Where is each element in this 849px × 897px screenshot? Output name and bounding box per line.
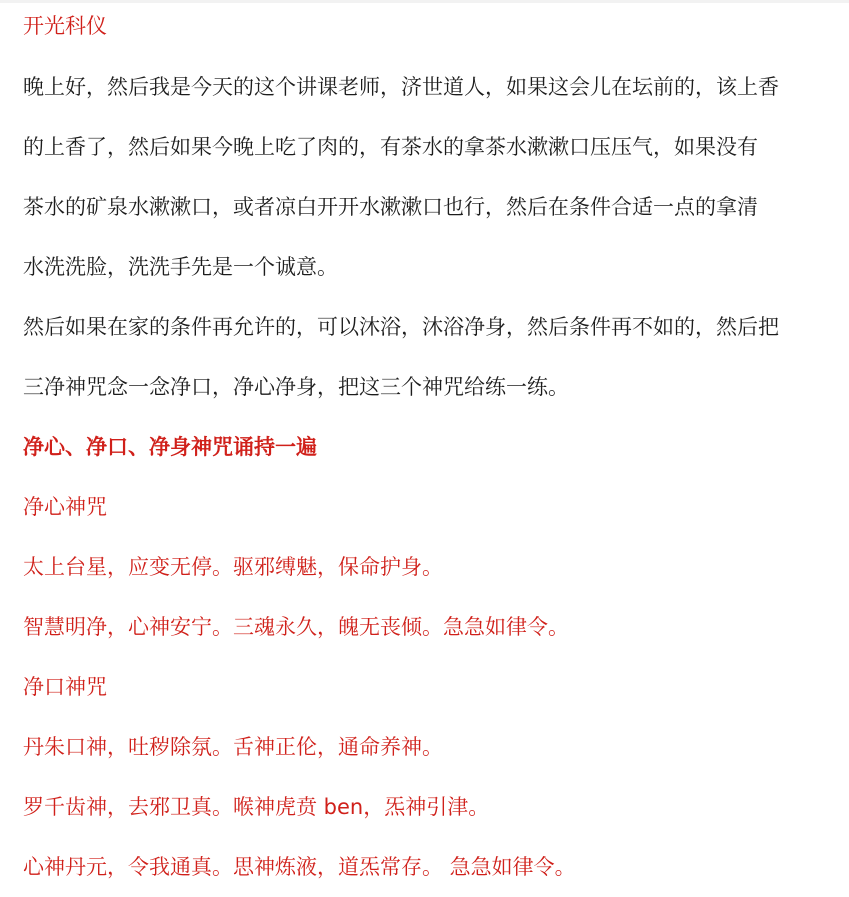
intro-line: 水洗洗脸，洗洗手先是一个诚意。 <box>23 255 338 279</box>
section-heading: 净心、净口、净身神咒诵持一遍 <box>23 435 317 459</box>
intro-line: 茶水的矿泉水漱漱口，或者凉白开开水漱漱口也行，然后在条件合适一点的拿清 <box>23 195 758 219</box>
intro-line: 然后如果在家的条件再允许的，可以沐浴，沐浴净身，然后条件再不如的，然后把 <box>23 315 779 339</box>
jingkou-line: 丹朱口神，吐秽除氛。舌神正伦，通命养神。 <box>23 735 443 759</box>
intro-line: 晚上好，然后我是今天的这个讲课老师，济世道人，如果这会儿在坛前的，该上香 <box>23 75 779 99</box>
jingxin-line: 太上台星，应变无停。驱邪缚魅，保命护身。 <box>23 555 443 579</box>
intro-line: 的上香了，然后如果今晚上吃了肉的，有茶水的拿茶水漱漱口压压气，如果没有 <box>23 135 758 159</box>
top-divider <box>0 0 849 3</box>
jingxin-line: 智慧明净，心神安宁。三魂永久，魄无丧倾。急急如律令。 <box>23 615 569 639</box>
jingxin-heading: 净心神咒 <box>23 495 107 519</box>
jingkou-heading: 净口神咒 <box>23 675 107 699</box>
jingkou-line: 心神丹元，令我通真。思神炼液，道炁常存。 急急如律令。 <box>23 855 576 879</box>
jingkou-line: 罗千齿神，去邪卫真。喉神虎贲 ben，炁神引津。 <box>23 795 490 819</box>
page-title: 开光科仪 <box>23 14 107 38</box>
intro-line: 三净神咒念一念净口，净心净身，把这三个神咒给练一练。 <box>23 375 569 399</box>
